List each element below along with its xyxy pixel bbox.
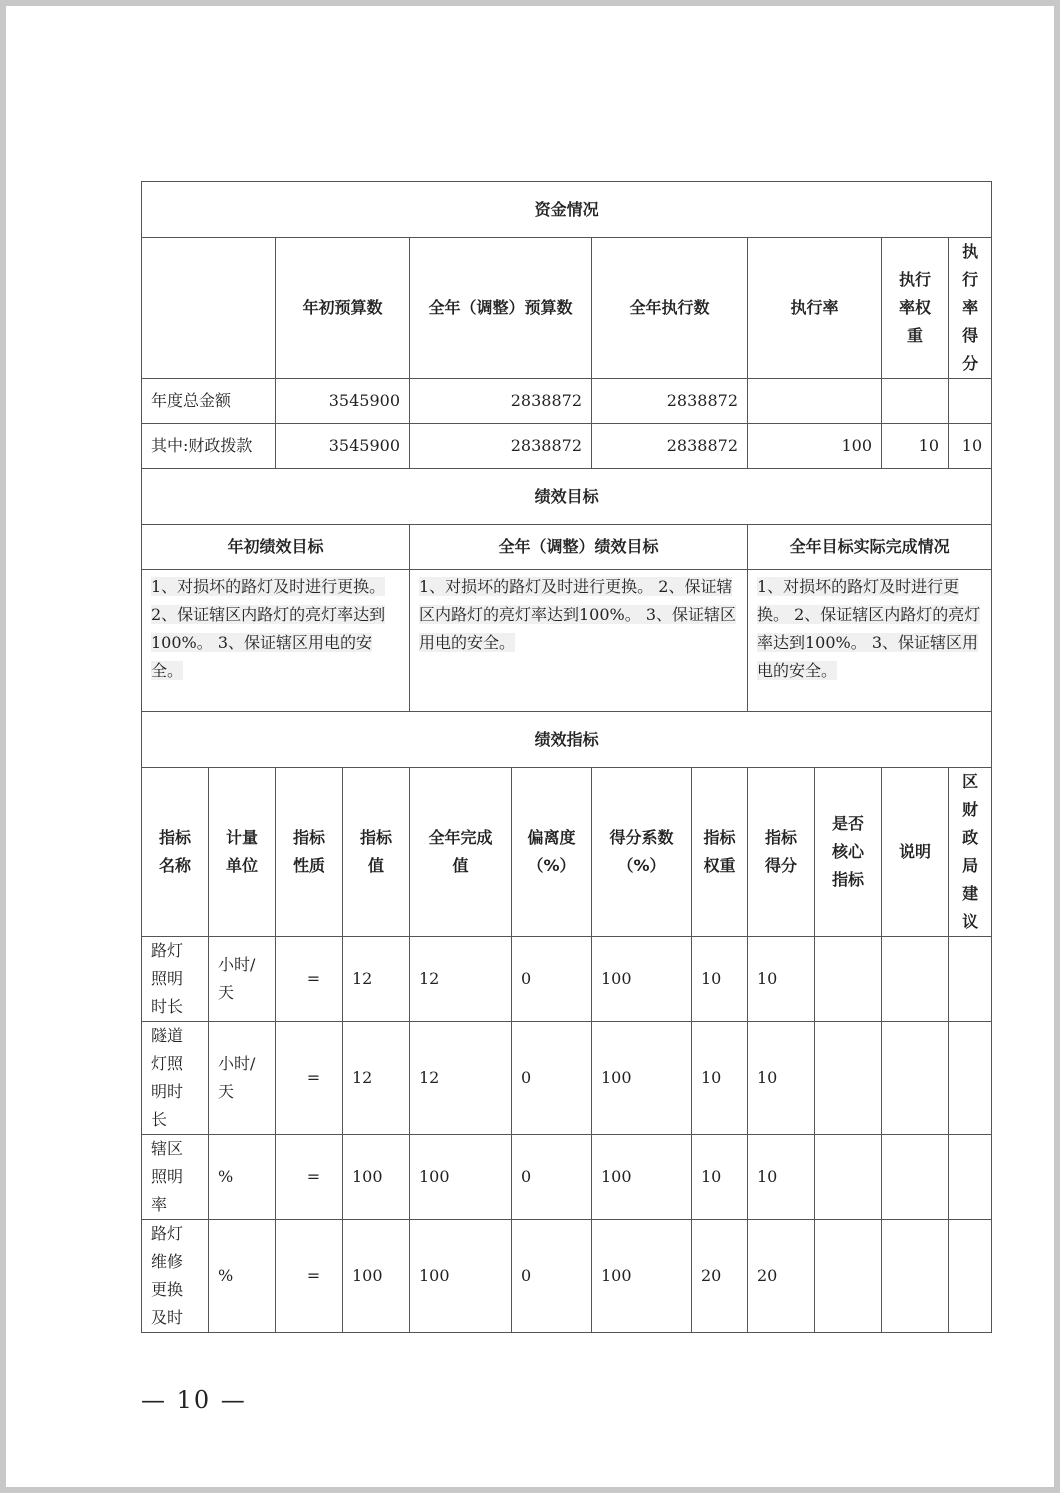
ind-row-core — [815, 937, 882, 1022]
ind-row-unit: 小时/天 — [209, 1022, 276, 1135]
funds-row-initial: 3545900 — [276, 379, 410, 424]
ind-row-core — [815, 1220, 882, 1333]
goals-header-actual: 全年目标实际完成情况 — [748, 525, 992, 570]
ind-row-deviation: 0 — [512, 1220, 592, 1333]
funds-header-rate: 执行率 — [748, 238, 882, 379]
ind-row-target: 100 — [343, 1220, 410, 1333]
ind-row-weight: 10 — [692, 1022, 748, 1135]
page-number: — 10 — — [141, 1386, 247, 1414]
funds-header-weight: 执行率权重 — [882, 238, 949, 379]
ind-header-unit: 计量单位 — [209, 768, 276, 937]
funds-row-rate: 100 — [748, 424, 882, 469]
ind-header-score: 指标得分 — [748, 768, 815, 937]
ind-row-coef: 100 — [592, 1220, 692, 1333]
ind-row-note — [882, 1135, 949, 1220]
ind-row-weight: 10 — [692, 1135, 748, 1220]
goals-text-initial: 1、对损坏的路灯及时进行更换。 2、保证辖区内路灯的亮灯率达到100%。 3、保证辖区用电的安全。 — [142, 570, 410, 712]
funds-row-initial: 3545900 — [276, 424, 410, 469]
ind-row-note — [882, 937, 949, 1022]
ind-row-score: 10 — [748, 937, 815, 1022]
ind-row-weight: 10 — [692, 937, 748, 1022]
ind-row-advice — [949, 1022, 992, 1135]
funds-header-adjusted: 全年（调整）预算数 — [410, 238, 592, 379]
ind-row-coef: 100 — [592, 1022, 692, 1135]
funds-row-adjusted: 2838872 — [410, 379, 592, 424]
funds-title: 资金情况 — [142, 182, 992, 238]
funds-row-weight: 10 — [882, 424, 949, 469]
funds-header-score: 执行率得分 — [949, 238, 992, 379]
funds-header-blank — [142, 238, 276, 379]
ind-row-score: 20 — [748, 1220, 815, 1333]
ind-row-unit: 小时/天 — [209, 937, 276, 1022]
ind-row-actual: 12 — [410, 1022, 512, 1135]
ind-row-target: 100 — [343, 1135, 410, 1220]
funds-header-executed: 全年执行数 — [592, 238, 748, 379]
funds-row-weight — [882, 379, 949, 424]
funds-header-initial: 年初预算数 — [276, 238, 410, 379]
ind-row-note — [882, 1022, 949, 1135]
ind-row-nature: = — [276, 1022, 343, 1135]
ind-row-nature: = — [276, 937, 343, 1022]
ind-row-name: 路灯维修更换及时 — [142, 1220, 209, 1333]
ind-header-nature: 指标性质 — [276, 768, 343, 937]
ind-header-deviation: 偏离度（%） — [512, 768, 592, 937]
funds-row-adjusted: 2838872 — [410, 424, 592, 469]
ind-row-name: 隧道灯照明时长 — [142, 1022, 209, 1135]
ind-row-name: 路灯照明时长 — [142, 937, 209, 1022]
ind-header-advice: 区财政局建议 — [949, 768, 992, 937]
ind-row-coef: 100 — [592, 1135, 692, 1220]
goals-text-actual: 1、对损坏的路灯及时进行更换。 2、保证辖区内路灯的亮灯率达到100%。 3、保证辖区用电的安全。 — [748, 570, 992, 712]
document-page — [6, 6, 1054, 1487]
ind-row-advice — [949, 1220, 992, 1333]
ind-row-target: 12 — [343, 937, 410, 1022]
performance-table — [141, 181, 992, 1333]
ind-row-deviation: 0 — [512, 1135, 592, 1220]
ind-row-deviation: 0 — [512, 937, 592, 1022]
ind-row-advice — [949, 937, 992, 1022]
ind-row-note — [882, 1220, 949, 1333]
ind-row-deviation: 0 — [512, 1022, 592, 1135]
funds-row-score: 10 — [949, 424, 992, 469]
ind-row-nature: = — [276, 1135, 343, 1220]
funds-row-label: 年度总金额 — [142, 379, 276, 424]
ind-row-target: 12 — [343, 1022, 410, 1135]
ind-row-actual: 100 — [410, 1220, 512, 1333]
ind-row-nature: = — [276, 1220, 343, 1333]
funds-row-score — [949, 379, 992, 424]
ind-header-target: 指标值 — [343, 768, 410, 937]
funds-row-label: 其中:财政拨款 — [142, 424, 276, 469]
ind-row-unit: % — [209, 1220, 276, 1333]
ind-header-actual: 全年完成值 — [410, 768, 512, 937]
funds-row-rate — [748, 379, 882, 424]
ind-row-score: 10 — [748, 1135, 815, 1220]
ind-header-core: 是否核心指标 — [815, 768, 882, 937]
ind-row-coef: 100 — [592, 937, 692, 1022]
ind-row-unit: % — [209, 1135, 276, 1220]
ind-row-score: 10 — [748, 1022, 815, 1135]
funds-row-executed: 2838872 — [592, 424, 748, 469]
ind-row-weight: 20 — [692, 1220, 748, 1333]
goals-text-adjusted: 1、对损坏的路灯及时进行更换。 2、保证辖区内路灯的亮灯率达到100%。 3、保证辖区用电的安全。 — [410, 570, 748, 712]
ind-row-name: 辖区照明率 — [142, 1135, 209, 1220]
ind-row-actual: 100 — [410, 1135, 512, 1220]
ind-row-actual: 12 — [410, 937, 512, 1022]
ind-header-name: 指标名称 — [142, 768, 209, 937]
ind-header-coef: 得分系数（%） — [592, 768, 692, 937]
ind-row-core — [815, 1022, 882, 1135]
ind-row-core — [815, 1135, 882, 1220]
funds-row-executed: 2838872 — [592, 379, 748, 424]
indicators-title: 绩效指标 — [142, 712, 992, 768]
goals-header-adjusted: 全年（调整）绩效目标 — [410, 525, 748, 570]
ind-header-note: 说明 — [882, 768, 949, 937]
ind-header-weight: 指标权重 — [692, 768, 748, 937]
ind-row-advice — [949, 1135, 992, 1220]
goals-title: 绩效目标 — [142, 469, 992, 525]
goals-header-initial: 年初绩效目标 — [142, 525, 410, 570]
